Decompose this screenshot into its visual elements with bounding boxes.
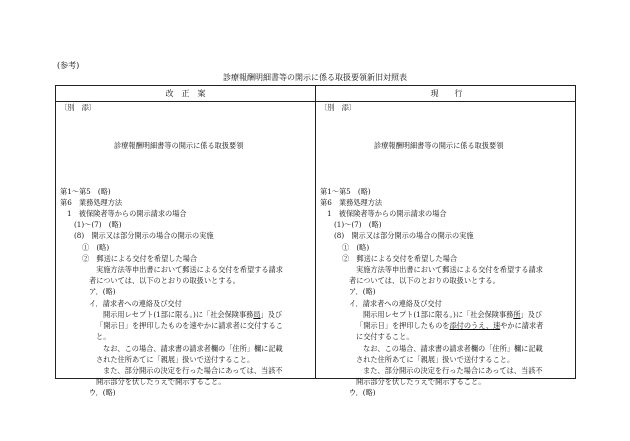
text-line: イ．請求者への連絡及び交付	[349, 299, 442, 308]
text-line: (8) 開示又は部分開示の場合の開示の実施	[74, 231, 214, 240]
text-line: また、部分開示の決定を行った場合にあっては、当該不	[103, 366, 283, 375]
text-line: 者については、以下のとおりの取扱いとする。	[89, 276, 240, 285]
text-line: 実施方法等申出書において郵送による交付を希望する請求	[96, 265, 283, 274]
text-segment: 開示用レセプト(1部に限る。)に「社会保険事務	[363, 310, 514, 319]
text-segment: 」及び	[260, 310, 283, 319]
text-line	[363, 309, 542, 320]
text-line	[103, 309, 282, 320]
text-line: また、部分開示の決定を行った場合にあっては、当該不	[363, 366, 543, 375]
section-subtitle: 診療報酬明細書等の開示に係る取扱要領	[114, 141, 244, 150]
reference-label: (参考)	[57, 61, 80, 70]
text-line	[356, 320, 543, 331]
text-line: ア．(略)	[89, 287, 116, 296]
text-line: 第1～第5 (略)	[320, 187, 371, 196]
text-line: ② 郵送による交付を希望した場合	[82, 254, 198, 263]
appendix-label: 〔別 添〕	[320, 103, 356, 112]
text-line: イ．請求者への連絡及び交付	[89, 299, 182, 308]
text-line: ウ．(略)	[89, 388, 116, 397]
text-line: ア．(略)	[349, 287, 376, 296]
text-line: 1 被保険者等からの開示請求の場合	[327, 209, 447, 218]
text-line: 第1～第5 (略)	[60, 187, 111, 196]
changed-text: 所	[513, 310, 521, 319]
text-line: された住所あてに「親展」扱いで送付すること。	[356, 355, 515, 364]
text-line: ① (略)	[82, 243, 110, 252]
text-line: 「開示日」を押印したものを速やかに請求者に交付するこ	[96, 321, 283, 330]
header-new-version: 改 正 案	[165, 89, 206, 98]
text-segment: 」及び	[520, 310, 543, 319]
section-subtitle: 診療報酬明細書等の開示に係る取扱要領	[374, 141, 504, 150]
text-line: ウ．(略)	[349, 388, 376, 397]
text-line: に交付すること。	[356, 332, 414, 341]
text-segment: 開示用レセプト(1部に限る。)に「社会保険事務	[103, 310, 254, 319]
text-line: なお、この場合、請求書の請求者欄の「住所」欄に記載	[363, 344, 543, 353]
text-segment: 「開示日」を押印したものを	[356, 321, 450, 330]
column-divider	[315, 86, 316, 378]
text-line: なお、この場合、請求書の請求者欄の「住所」欄に記載	[103, 344, 283, 353]
document-title: 診療報酬明細書等の開示に係る取扱要領新旧対照表	[223, 73, 407, 82]
text-line: 実施方法等申出書において郵送による交付を希望する請求	[356, 265, 543, 274]
text-segment: やかに請求者	[500, 321, 544, 330]
comparison-table	[55, 85, 576, 397]
text-line: 開示部分を伏したうえで開示すること。	[356, 377, 486, 386]
text-line: (8) 開示又は部分開示の場合の開示の実施	[334, 231, 474, 240]
text-line: 第6 業務処理方法	[60, 198, 123, 207]
text-line: ② 郵送による交付を希望した場合	[342, 254, 458, 263]
changed-text: 添付のうえ、速	[449, 321, 501, 330]
appendix-label: 〔別 添〕	[60, 103, 96, 112]
text-line: (1)～(7) (略)	[334, 220, 382, 229]
text-line: と。	[96, 332, 111, 341]
text-line: (1)～(7) (略)	[74, 220, 122, 229]
text-line: 開示部分を伏したうえで開示すること。	[96, 377, 226, 386]
text-line: 1 被保険者等からの開示請求の場合	[67, 209, 187, 218]
text-line: 者については、以下のとおりの取扱いとする。	[349, 276, 500, 285]
text-line: ① (略)	[342, 243, 370, 252]
text-line: 第6 業務処理方法	[320, 198, 383, 207]
text-line: された住所あてに「親展」扱いで送付すること。	[96, 355, 255, 364]
changed-text: 局	[253, 310, 261, 319]
header-current-version: 現 行	[430, 89, 463, 98]
